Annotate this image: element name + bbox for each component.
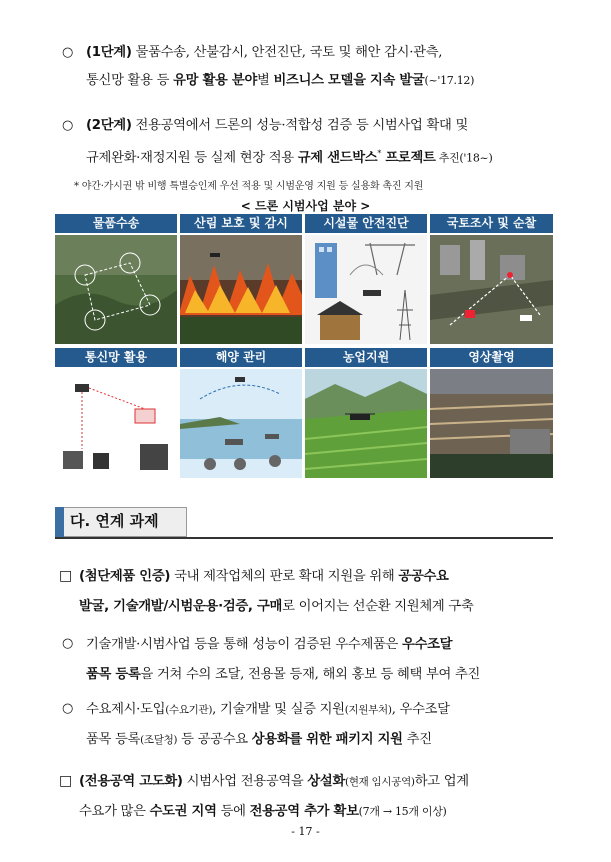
bullet-icon: ○ [62, 701, 74, 716]
product-certification-paragraph: (첨단제품 인증) 국내 제작업체의 판로 확대 지원을 위해 공공수요 발굴, 기술개발/시범운용·검증, 구매로 이어지는 선순환 지원체계 구축 [79, 569, 474, 614]
land-survey-image [430, 235, 553, 344]
cell-label-filming: 영상촬영 [430, 348, 553, 367]
cell-label-facility: 시설물 안전진단 [305, 214, 427, 233]
airspace-paragraph: (전용공역 고도화) 시범사업 전용공역을 상설화(현재 임시공역)하고 업계 수요가 많은 수도권 지역 등에 전용공역 추가 확보(7개 → 15개 이상) [79, 774, 469, 819]
cell-label-network: 통신망 활용 [55, 348, 177, 367]
bullet-icon: ○ [62, 45, 74, 60]
bullet-icon: ○ [62, 636, 74, 651]
cell-label-agri: 농업지원 [305, 348, 427, 367]
cell-label-survey: 국토조사 및 순찰 [430, 214, 553, 233]
page-number: - 17 - [291, 825, 320, 838]
procurement-paragraph: 기술개발·시범사업 등을 통해 성능이 검증된 우수제품은 우수조달 품목 등록을 거쳐 수의 조달, 전용몰 등재, 해외 홍보 등 혜택 부여 추진 [86, 637, 481, 682]
package-support-paragraph: 수요제시·도입(수요기관), 기술개발 및 실증 지원(지원부처), 우수조달 품목 등록(조달청) 등 공공수요 상용화를 위한 패키지 지원 추진 [86, 702, 450, 747]
box-bullet-icon: □ [59, 773, 73, 789]
section-divider [55, 537, 553, 539]
stage1-paragraph: (1단계) 물품수송, 산불감시, 안전진단, 국토 및 해안 감시·관측, 통신망 활용 등 유망 활용 분야별 비즈니스 모델을 지속 발굴(~'17.12) [86, 45, 475, 88]
figure-title: < 드론 시범사업 분야 > [240, 199, 371, 213]
cell-label-ocean: 해양 관리 [180, 348, 302, 367]
cell-label-forest: 산림 보호 및 감시 [180, 214, 302, 233]
bullet-icon: ○ [62, 118, 74, 133]
ocean-image [180, 369, 302, 478]
network-image [55, 369, 177, 478]
filming-image [430, 369, 553, 478]
section-title: 다. 연계 과제 [70, 512, 159, 530]
agriculture-image [305, 369, 427, 478]
drone-pilot-grid [55, 214, 553, 479]
delivery-image [55, 235, 177, 344]
forest-fire-image [180, 235, 302, 344]
facility-inspection-image [305, 235, 427, 344]
cell-label-delivery: 물품수송 [55, 214, 177, 233]
box-bullet-icon: □ [59, 568, 73, 584]
stage2-paragraph: (2단계) 전용공역에서 드론의 성능·적합성 검증 등 시범사업 확대 및 규제완화·재정지원 등 실제 현장 적용 규제 샌드박스* 프로젝트 추진('18~) [86, 118, 493, 166]
section-header-tab [55, 507, 64, 537]
footnote: * 야간·가시권 밖 비행 특별승인제 우선 적용 및 시범운영 지원 등 실용화 촉진 지원 [74, 181, 424, 192]
